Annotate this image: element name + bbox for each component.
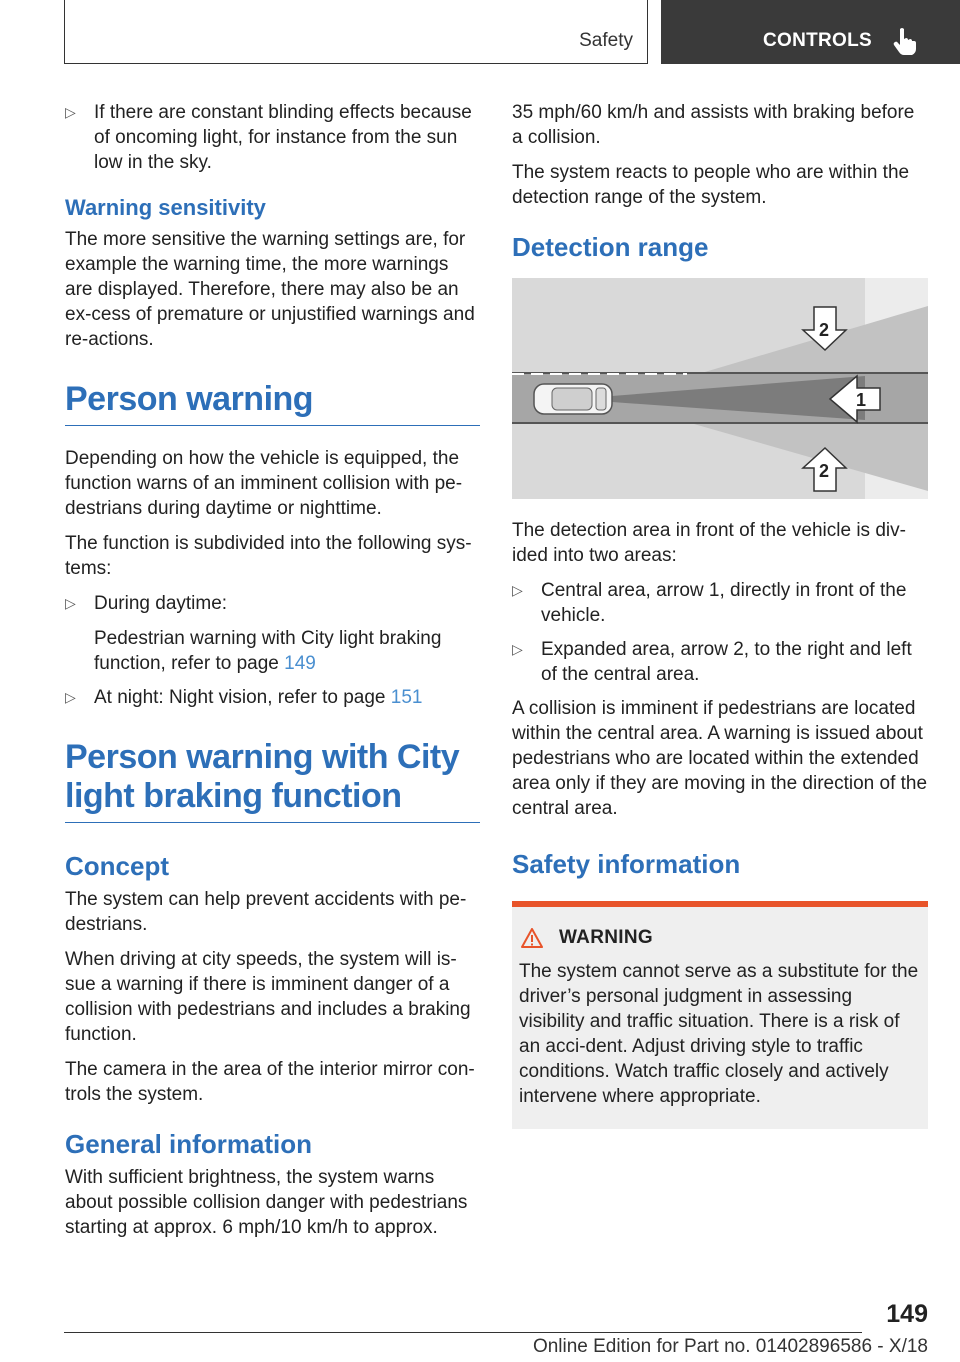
- page-link-151[interactable]: 151: [390, 687, 423, 708]
- list-item: [512, 578, 928, 628]
- arrow-2-top-label: 2: [819, 320, 830, 340]
- bullet-text: If there are constant blinding effects because of oncoming light, for instance from the sun low in the sky.: [94, 102, 472, 173]
- warning-text: The system cannot serve as a substitute for the driver’s personal judgment in assessing visibility and traffic situation. There is a risk of an acci‐dent. Adjust driving style to traffic conditions. Watch traffic closely and actively intervene where appropriate.: [519, 961, 919, 1107]
- triangle-bullet-icon: ▷: [65, 595, 76, 611]
- list-item: [65, 100, 480, 175]
- bullet-text: During daytime:: [94, 593, 228, 614]
- header-chapter-tab: [661, 0, 960, 64]
- car-icon: [534, 384, 612, 414]
- detection-range-diagram: [512, 278, 928, 499]
- heading-person-warning: Person warning: [65, 380, 480, 426]
- list-item: [512, 637, 928, 687]
- paragraph: The more sensitive the warning settings are, for example the warning time, the more warnings are displayed. Therefore, there may also be an ex‐cess of premature or unjustified warnings and re‐actions.: [65, 229, 475, 350]
- heading-person-warning-city-light: Person warning with City light braking function: [65, 738, 480, 823]
- page-link-149[interactable]: 149: [284, 653, 316, 674]
- paragraph: The detection area in front of the vehicle is div‐ided into two areas:: [512, 520, 906, 566]
- arrow-1-label: 1: [856, 390, 867, 410]
- warning-title-text: WARNING: [559, 927, 653, 948]
- footer-edition: Online Edition for Part no. 01402896586 - X/18: [532, 1336, 928, 1357]
- bullet-subtext-body: Pedestrian warning with City light braking function, refer to page: [94, 628, 442, 674]
- paragraph: Depending on how the vehicle is equipped, the function warns of an imminent collision with pe‐destrians during daytime or nighttime.: [65, 448, 463, 519]
- paragraph: A collision is imminent if pedestrians are located within the central area. A warning is issued about pedestrians who are located within the extended area only if they are moving in the direction of the central area.: [512, 698, 928, 819]
- paragraph: The system can help prevent accidents with pe‐destrians.: [65, 889, 467, 935]
- arrow-2-bottom-label: 2: [819, 461, 830, 481]
- header-section-title: Safety: [579, 30, 633, 51]
- paragraph: 35 mph/60 km/h and assists with braking before a collision.: [512, 102, 915, 148]
- warning-box: [512, 901, 928, 1129]
- triangle-bullet-icon: ▷: [65, 689, 76, 705]
- bullet-text: Expanded area, arrow 2, to the right and left of the central area.: [541, 639, 912, 685]
- heading-general-information: General information: [65, 1129, 313, 1159]
- bullet-subtext: [94, 626, 480, 676]
- paragraph: The function is subdivided into the following sys‐tems:: [65, 533, 472, 579]
- list-item: [65, 591, 480, 676]
- heading-safety-information: Safety information: [512, 849, 741, 879]
- bullet-text: At night: Night vision, refer to page: [94, 687, 391, 708]
- heading-detection-range: Detection range: [512, 232, 709, 262]
- header-chapter-label: CONTROLS: [763, 30, 873, 51]
- paragraph: The camera in the area of the interior mirror con‐trols the system.: [65, 1059, 475, 1105]
- paragraph: With sufficient brightness, the system warns about possible collision danger with pedestrians starting at approx. 6 mph/10 km/h to approx.: [65, 1167, 468, 1238]
- paragraph: When driving at city speeds, the system will is‐sue a warning if there is imminent danger of a collision with pedestrians and includes a braking function.: [65, 949, 471, 1045]
- heading-warning-sensitivity: Warning sensitivity: [65, 195, 266, 220]
- footer-rule: [64, 1332, 862, 1333]
- header-frame: [64, 0, 648, 64]
- triangle-bullet-icon: ▷: [512, 641, 523, 657]
- triangle-bullet-icon: ▷: [65, 104, 76, 120]
- bullet-text: Central area, arrow 1, directly in front of the vehicle.: [541, 580, 907, 626]
- lane-bottom-line: [512, 422, 928, 424]
- paragraph: The system reacts to people who are within the detection range of the system.: [512, 162, 910, 208]
- heading-concept: Concept: [65, 851, 169, 881]
- left-column: [65, 100, 480, 1250]
- triangle-bullet-icon: ▷: [512, 582, 523, 598]
- list-item: [65, 685, 480, 710]
- page-number: 149: [886, 1300, 928, 1328]
- pointing-hand-icon: [892, 27, 918, 55]
- warning-title: [519, 927, 921, 949]
- warning-triangle-icon: [521, 928, 543, 948]
- right-column: [512, 100, 928, 1129]
